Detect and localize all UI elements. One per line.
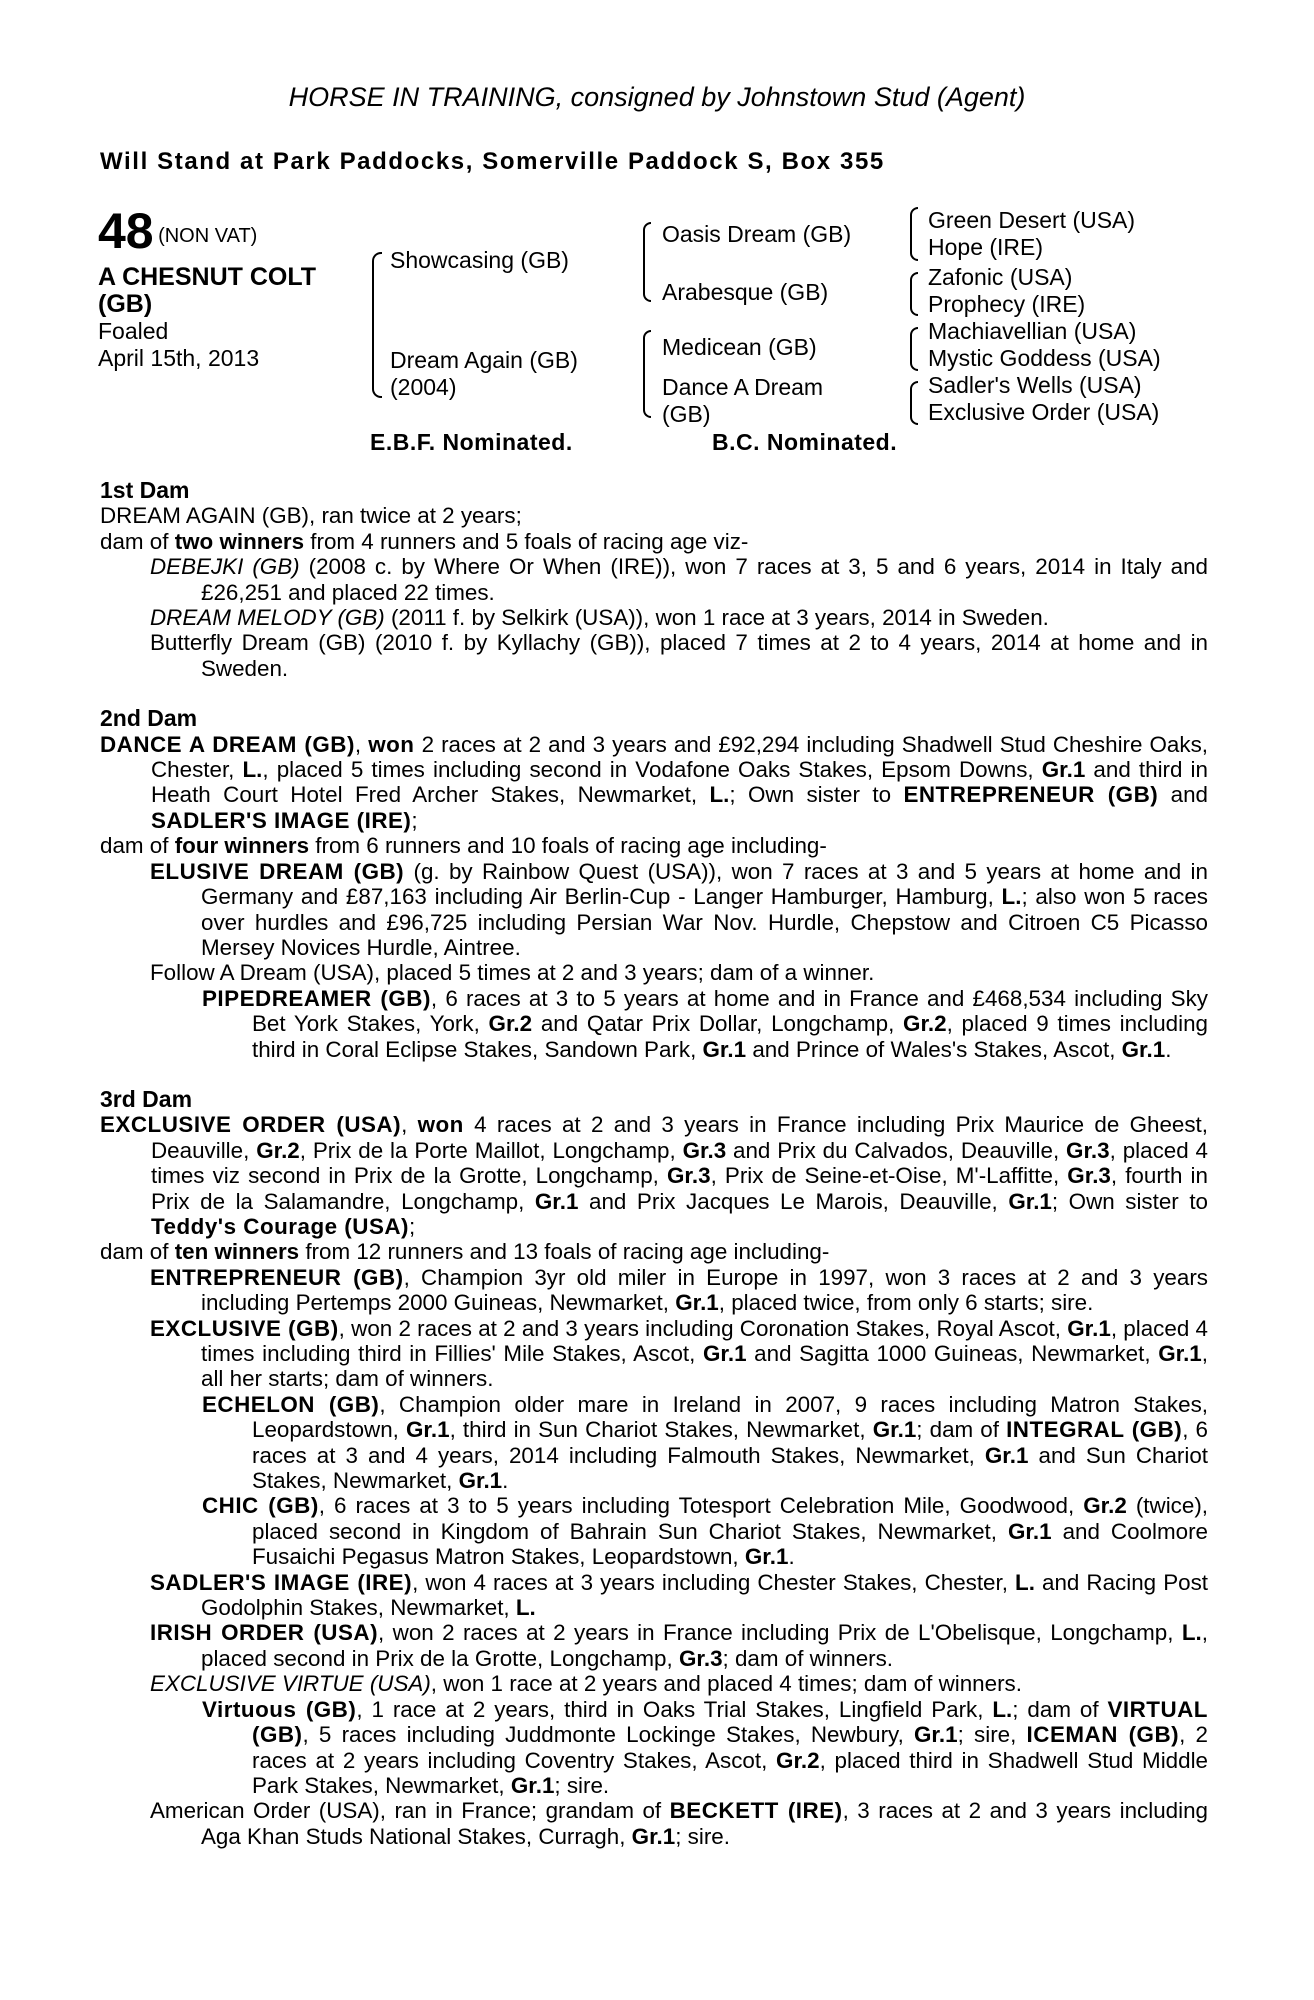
dam-year: (2004): [390, 374, 457, 400]
ped-dsd: Mystic Goddess (USA): [928, 345, 1161, 371]
foaled-info: [98, 318, 259, 372]
lot-number: 48: [98, 203, 154, 259]
second-dam-heading: 2nd Dam: [100, 705, 198, 732]
produce-entry: Butterfly Dream (GB) (2010 f. by Kyllachy (GB)), placed 7 times at 2 to 4 years, 2014 at home and in Sweden.: [150, 630, 1208, 681]
produce-entry: EXCLUSIVE (GB), won 2 races at 2 and 3 years including Coronation Stakes, Royal Ascot, Gr.1, placed 4 times including third in Fillies' Mile Stakes, Ascot, Gr.1 and Sagitta 1000 Guineas, Newmarket, Gr.1, all her starts; dam of winners.: [150, 1315, 1208, 1392]
produce-entry: DREAM MELODY (GB) (2011 f. by Selkirk (USA)), won 1 race at 3 years, 2014 in Sweden.: [150, 605, 1049, 631]
dam-dam-origin: (GB): [662, 401, 711, 427]
dam-name: Dream Again (GB): [390, 347, 578, 373]
ebf-nominated: E.B.F. Nominated.: [370, 429, 573, 455]
produce-entry: SADLER'S IMAGE (IRE), won 4 races at 3 years including Chester Stakes, Chester, L. and Racing Post Godolphin Stakes, Newmarket, L.: [150, 1569, 1208, 1621]
vat-status: (NON VAT): [158, 225, 258, 247]
stand-location: Will Stand at Park Paddocks, Somerville Paddock S, Box 355: [100, 148, 885, 175]
second-dam-record: DANCE A DREAM (GB), won 2 races at 2 and 3 years and £92,294 including Shadwell Stud Cheshire Oaks, Chester, L., placed 5 times including second in Vodafone Oaks Stakes, Epsom Downs, Gr.1 and third in Heath Court Hotel Fred Archer Stakes, Newmarket, L.; Own sister to ENTREPRENEUR (GB) and SADLER'S IMAGE (IRE);: [100, 731, 1208, 833]
produce-entry: Virtuous (GB), 1 race at 2 years, third in Oaks Trial Stakes, Lingfield Park, L.; dam of VIRTUAL (GB), 5 races including Juddmonte Lockinge Stakes, Newbury, Gr.1; sire, ICEMAN (GB), 2 races at 2 years including Coventry Stakes, Ascot, Gr.2, placed third in Shadwell Stud Middle Park Stakes, Newmarket, Gr.1; sire.: [202, 1696, 1208, 1798]
ped-ssd: Hope (IRE): [928, 234, 1044, 260]
sire-sire: Oasis Dream (GB): [662, 221, 852, 247]
produce-entry: ENTREPRENEUR (GB), Champion 3yr old miler in Europe in 1997, won 3 races at 2 and 3 years including Pertemps 2000 Guineas, Newmarket, Gr.1, placed twice, from only 6 starts; sire.: [150, 1264, 1208, 1316]
sire-name: Showcasing (GB): [390, 247, 569, 273]
brace-g3-3: [910, 327, 918, 371]
lot-number-block: [98, 203, 258, 259]
sire-line-brace: [643, 222, 651, 302]
produce-entry: PIPEDREAMER (GB), 6 races at 3 to 5 years at home and in France and £468,534 including Sky Bet York Stakes, York, Gr.2 and Qatar Prix Dollar, Longchamp, Gr.2, placed 9 times including third in Coral Eclipse Stakes, Sandown Park, Gr.1 and Prince of Wales's Stakes, Ascot, Gr.1.: [202, 985, 1209, 1062]
ped-dds: Sadler's Wells (USA): [928, 372, 1142, 398]
brace-g3-2: [910, 272, 918, 316]
brace-g3-4: [910, 381, 918, 425]
ped-ddd: Exclusive Order (USA): [928, 399, 1160, 425]
first-dam-heading: 1st Dam: [100, 477, 190, 503]
sire-dam-brace: [372, 252, 382, 398]
produce-entry: ECHELON (GB), Champion older mare in Ireland in 2007, 9 races including Matron Stakes, Leopardstown, Gr.1, third in Sun Chariot Stakes, Newmarket, Gr.1; dam of INTEGRAL (GB), 6 races at 3 and 4 years, 2014 including Falmouth Stakes, Newmarket, Gr.1 and Sun Chariot Stakes, Newmarket, Gr.1.: [202, 1391, 1209, 1494]
ped-sds: Zafonic (USA): [928, 264, 1073, 290]
first-dam-line: DREAM AGAIN (GB), ran twice at 2 years;: [100, 503, 522, 529]
produce-entry: ELUSIVE DREAM (GB) (g. by Rainbow Quest (USA)), won 7 races at 3 and 5 years at home and in Germany and £87,163 including Air Berlin-Cup - Langer Hamburger, Hamburg, L.; also won 5 races over hurdles and £96,725 including Persian War Nov. Hurdle, Chepstow and Citroen C5 Picasso Mersey Novices Hurdle, Aintree.: [150, 858, 1208, 960]
third-dam-record: EXCLUSIVE ORDER (USA), won 4 races at 2 and 3 years in France including Prix Maurice de Gheest, Deauville, Gr.2, Prix de la Porte Maillot, Longchamp, Gr.3 and Prix du Calvados, Deauville, Gr.3, placed 4 times viz second in Prix de la Grotte, Longchamp, Gr.3, Prix de Seine-et-Oise, M'-Laffitte, Gr.3, fourth in Prix de la Salamandre, Longchamp, Gr.1 and Prix Jacques Le Marois, Deauville, Gr.1; Own sister to Teddy's Courage (USA);: [100, 1112, 1208, 1239]
dam-dam: Dance A Dream: [662, 374, 824, 400]
third-dam-produce: dam of ten winners from 12 runners and 13 foals of racing age including-: [100, 1239, 830, 1265]
dam-line-brace: [643, 330, 651, 418]
ped-sdd: Prophecy (IRE): [928, 291, 1086, 317]
ped-sss: Green Desert (USA): [928, 207, 1136, 233]
lot-description: A CHESNUT COLT (GB): [98, 263, 317, 318]
produce-entry: Follow A Dream (USA), placed 5 times at 2 and 3 years; dam of a winner.: [150, 960, 875, 986]
third-dam-heading: 3rd Dam: [100, 1085, 193, 1112]
dam-sire: Medicean (GB): [662, 334, 817, 360]
produce-entry: DEBEJKI (GB) (2008 c. by Where Or When (IRE)), won 7 races at 3, 5 and 6 years, 2014 in Italy and £26,251 and placed 22 times.: [150, 554, 1208, 605]
sire-dam: Arabesque (GB): [662, 279, 829, 305]
produce-entry: IRISH ORDER (USA), won 2 races at 2 years in France including Prix de L'Obelisque, Longchamp, L., placed second in Prix de la Grotte, Longchamp, Gr.3; dam of winners.: [150, 1620, 1208, 1671]
ped-dss: Machiavellian (USA): [928, 318, 1137, 344]
produce-entry: CHIC (GB), 6 races at 3 to 5 years including Totesport Celebration Mile, Goodwood, Gr.2 (twice), placed second in Kingdom of Bahrain Sun Chariot Stakes, Newmarket, Gr.1 and Coolmore Fusaichi Pegasus Matron Stakes, Leopardstown, Gr.1.: [202, 1493, 1208, 1570]
bc-nominated: B.C. Nominated.: [712, 429, 898, 455]
produce-entry: EXCLUSIVE VIRTUE (USA), won 1 race at 2 years and placed 4 times; dam of winners.: [150, 1671, 1022, 1697]
brace-g3-1: [910, 207, 918, 261]
second-dam-produce: dam of four winners from 6 runners and 10 foals of racing age including-: [100, 833, 827, 859]
foaled-label: Foaled: [98, 318, 169, 344]
first-dam-produce: dam of two winners from 4 runners and 5 foals of racing age viz-: [100, 528, 749, 554]
foaled-date: April 15th, 2013: [98, 345, 260, 371]
consignor-header: HORSE IN TRAINING, consigned by Johnstown Stud (Agent): [288, 82, 1026, 112]
produce-entry: American Order (USA), ran in France; grandam of BECKETT (IRE), 3 races at 2 and 3 years including Aga Khan Studs National Stakes, Curragh, Gr.1; sire.: [150, 1798, 1208, 1849]
catalogue-body: [100, 478, 1208, 1849]
